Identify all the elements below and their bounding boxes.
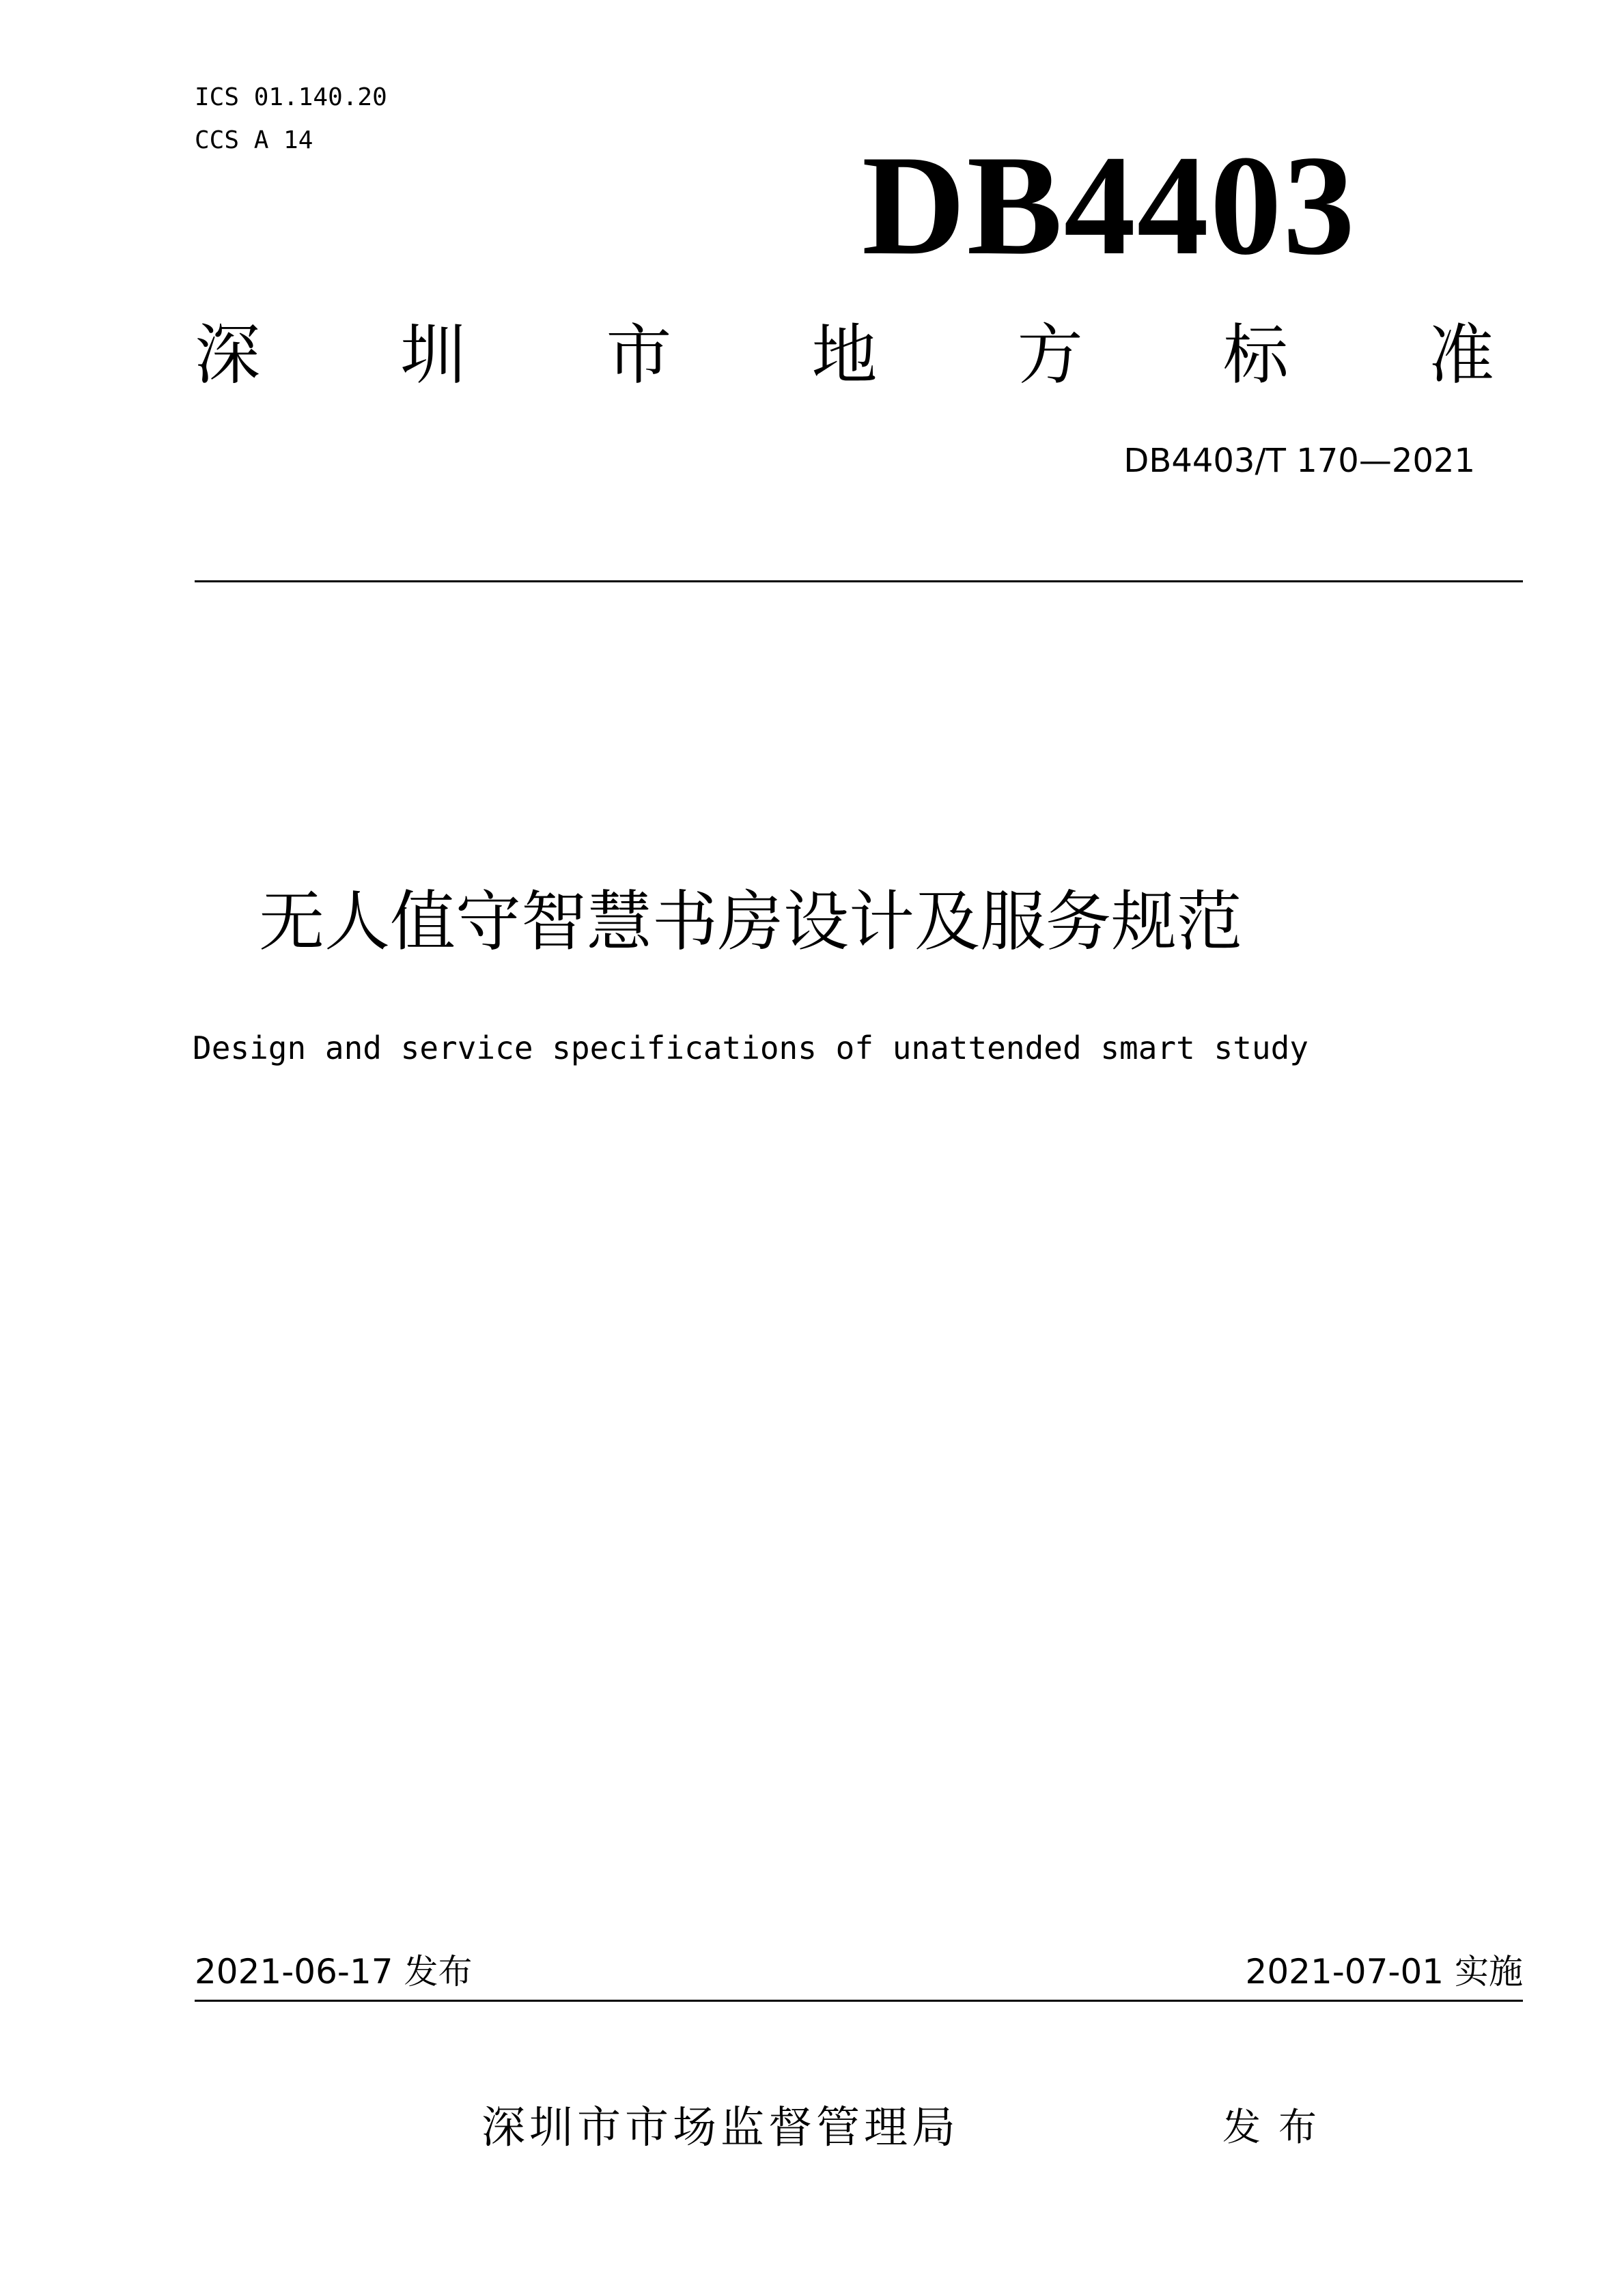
top-divider: [195, 580, 1523, 582]
bottom-divider: [195, 2000, 1523, 2002]
standard-number: DB4403/T 170—2021: [1123, 442, 1475, 480]
issuing-authority: 深圳市市场监督管理局: [481, 2103, 960, 2153]
ccs-code: CCS A 14: [195, 126, 313, 154]
standard-type-char: 方: [1017, 317, 1083, 393]
standard-type-char: 圳: [400, 317, 466, 393]
standard-type-char: 标: [1222, 317, 1289, 393]
issuing-label: 发布: [1222, 2106, 1334, 2150]
implementation-date: 2021-07-01 实施: [1245, 1952, 1523, 1992]
standard-type-heading: [195, 314, 1494, 396]
issue-date: 2021-06-17 发布: [195, 1952, 473, 1992]
standard-logo: DB4403: [862, 126, 1356, 285]
standard-type-char: 地: [811, 317, 878, 393]
ics-code: ICS 01.140.20: [195, 83, 387, 111]
document-title-chinese: 无人值守智慧书房设计及服务规范: [259, 883, 1242, 960]
standard-type-char: 深: [195, 317, 260, 393]
standard-type-char: 市: [606, 317, 672, 393]
document-title-english: Design and service specifications of unattended smart study: [193, 1030, 1308, 1066]
standard-type-char: 准: [1428, 317, 1494, 393]
